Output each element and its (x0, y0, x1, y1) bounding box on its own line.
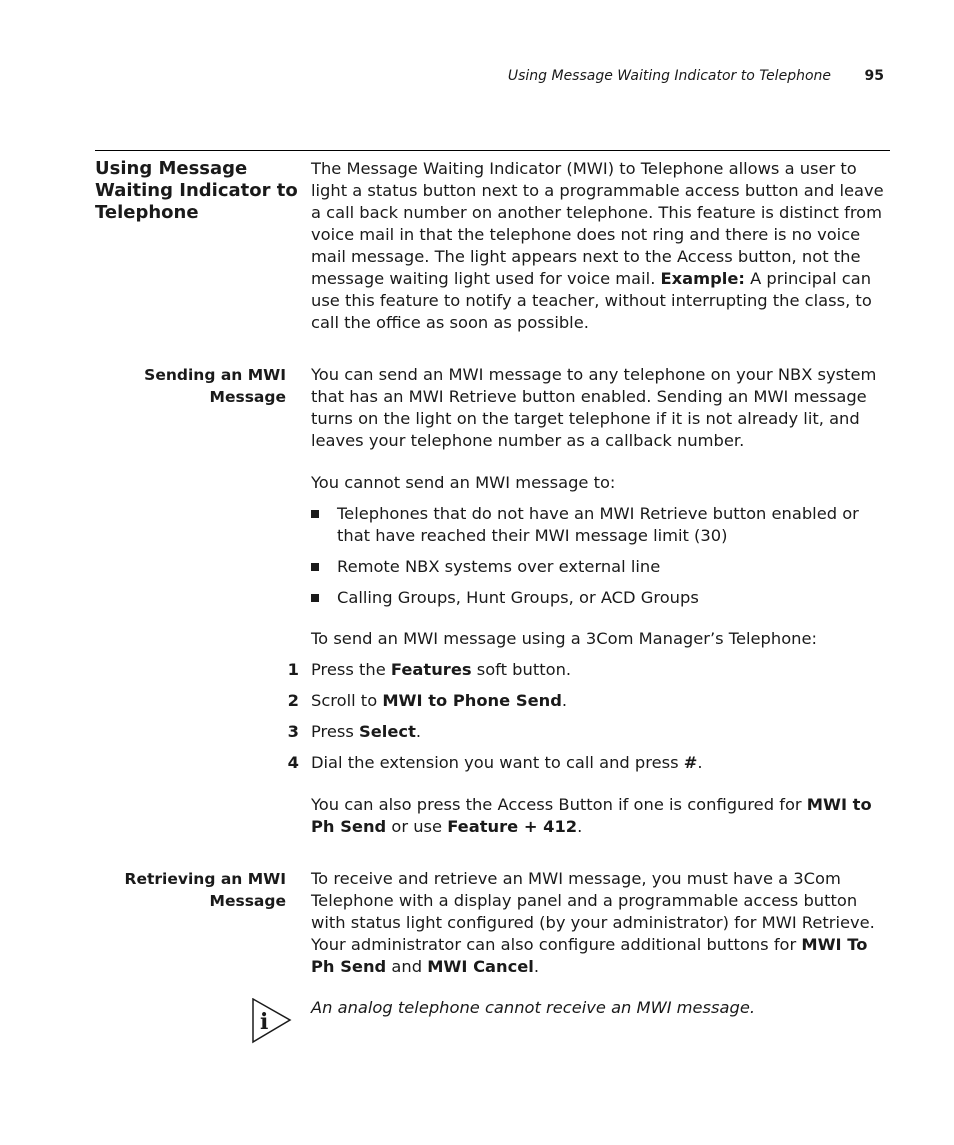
step-text: Press the Features soft button. (311, 660, 572, 679)
section-heading: Using Message Waiting Indicator to Telephone (95, 158, 298, 223)
sending-paragraph-4: You can also press the Access Button if one is configured for MWI to Ph Send or use Feature + 412. (311, 795, 872, 836)
step-number: 1 (287, 660, 299, 679)
svg-text:i: i (260, 1009, 269, 1035)
step-text: Press Select. (311, 722, 422, 741)
step-number: 2 (287, 691, 299, 710)
step-text: Scroll to MWI to Phone Send. (311, 691, 568, 710)
intro-paragraph: The Message Waiting Indicator (MWI) to Telephone allows a user to light a status button next to a programmable access button and leave a call back number on another telephone. This feature is distinct from voice mail in that the telephone does not ring and there is no voice mail message. The light appears next to the Access button, not the message waiting light used for voice mail. Example: A principal can use this feature to notify a teacher, without interrupting the class, to call the office as soon as possible. (311, 159, 884, 332)
step-number: 3 (287, 722, 299, 741)
step-text: Dial the extension you want to call and press #. (311, 753, 703, 772)
sending-paragraph-3: To send an MWI message using a 3Com Manager’s Telephone: (311, 629, 817, 648)
note-text: An analog telephone cannot receive an MWI message. (311, 998, 756, 1017)
step-number: 4 (287, 753, 299, 772)
info-icon (252, 998, 294, 1044)
bullet-square-icon (311, 510, 319, 518)
running-header-title: Using Message Waiting Indicator to Telephone (507, 68, 831, 84)
subheading-sending: Sending an MWI Message (144, 366, 286, 406)
bullet-square-icon (311, 594, 319, 602)
bullet-square-icon (311, 563, 319, 571)
retrieving-paragraph: To receive and retrieve an MWI message, you must have a 3Com Telephone with a display panel and a programmable access button with status light configured (by your administrator) for MWI Retrieve. Your administrator can also configure additional buttons for MWI To Ph Send and MWI Cancel. (311, 869, 875, 976)
page-number: 95 (864, 68, 884, 84)
section-divider (95, 150, 890, 151)
subheading-retrieving: Retrieving an MWI Message (124, 870, 286, 910)
sending-paragraph-2: You cannot send an MWI message to: (311, 473, 616, 492)
sending-paragraph-1: You can send an MWI message to any telephone on your NBX system that has an MWI Retrieve button enabled. Sending an MWI message turns on the light on the target telephone if it is not already lit, and leaves your telephone number as a callback number. (311, 365, 877, 450)
